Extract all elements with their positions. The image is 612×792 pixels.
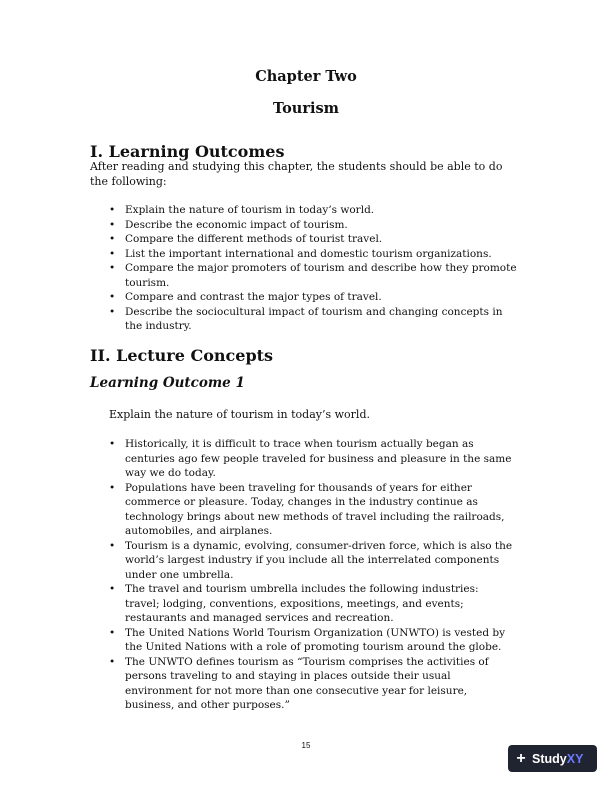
list-item: • Describe the economic impact of tourism. — [109, 218, 519, 233]
badge-brand-accent: XY — [566, 751, 584, 766]
list-item: • Tourism is a dynamic, evolving, consumer-driven force, which is also the world’s largest industry if you include all the interrelated components under one umbrella. — [109, 539, 514, 583]
learning-outcome-statement: Explain the nature of tourism in today’s world. — [109, 408, 370, 421]
list-item: • Explain the nature of tourism in today’s world. — [109, 203, 519, 218]
list-item: • Compare the major promoters of tourism and describe how they promote tourism. — [109, 261, 519, 290]
list-item: • The travel and tourism umbrella includes the following industries: travel; lodging, conventions, expositions, meetings, and events; restaurants and managed services and recreation. — [109, 582, 514, 626]
learning-outcome-heading: Learning Outcome 1 — [90, 375, 245, 391]
list-item: • List the important international and domestic tourism organizations. — [109, 247, 519, 262]
section-heading-learning-outcomes: I. Learning Outcomes — [90, 142, 285, 161]
list-item: • Populations have been traveling for thousands of years for either commerce or pleasure. Today, changes in the industry continue as technology brings about new methods of travel including the railroads, automobiles, and airplanes. — [109, 481, 514, 539]
list-item: • Compare and contrast the major types of travel. — [109, 290, 519, 305]
page-number: 15 — [301, 741, 311, 750]
badge-brand-text: Study — [532, 751, 567, 766]
section-heading-lecture-concepts: II. Lecture Concepts — [90, 346, 274, 365]
studyxy-badge[interactable] — [508, 745, 597, 772]
section-intro: After reading and studying this chapter, the students should be able to do the following: — [90, 160, 503, 188]
list-item: • The UNWTO defines tourism as “Tourism comprises the activities of persons traveling to and staying in places outside their usual environment for not more than one consecutive year for leisure, business, and other purposes.” — [109, 655, 514, 713]
lecture-concepts-list — [109, 437, 514, 713]
list-item: • Compare the different methods of tourist travel. — [109, 232, 519, 247]
list-item: • Describe the sociocultural impact of tourism and changing concepts in the industry. — [109, 305, 519, 334]
learning-outcomes-list — [109, 203, 519, 334]
chapter-label: Chapter Two — [255, 68, 357, 85]
list-item: • Historically, it is difficult to trace when tourism actually began as centuries ago few people traveled for business and pleasure in the same way we do today. — [109, 437, 514, 481]
chapter-title: Tourism — [273, 100, 339, 117]
list-item: • The United Nations World Tourism Organization (UNWTO) is vested by the United Nations with a role of promoting tourism around the globe. — [109, 626, 514, 655]
plus-icon: + — [516, 749, 526, 767]
